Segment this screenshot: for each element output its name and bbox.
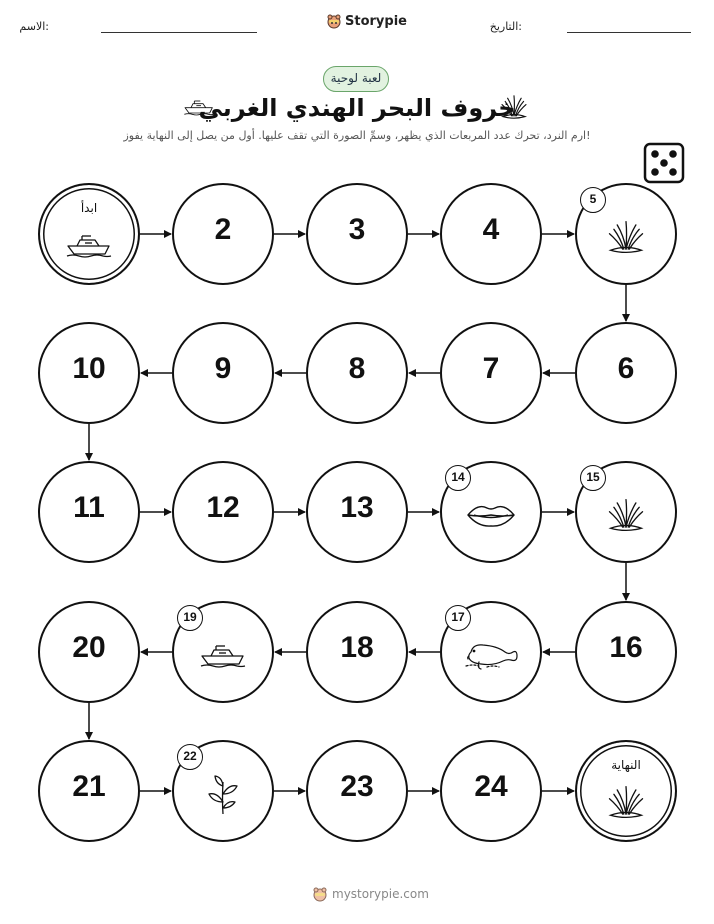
cell-number-badge: 5	[580, 187, 606, 213]
cell-number: 18	[340, 631, 374, 664]
cell-number: 2	[214, 213, 232, 246]
footer	[312, 886, 429, 902]
board-cell-16[interactable]	[575, 601, 677, 703]
cell-number: 13	[340, 491, 374, 524]
seagrass-icon	[604, 217, 648, 261]
cell-number: 12	[206, 491, 240, 524]
date-label: التاريخ:	[489, 20, 522, 33]
game-type-badge: لعبة لوحية	[323, 66, 389, 92]
board-cell-19[interactable]	[172, 601, 274, 703]
cell-number: 16	[609, 631, 643, 664]
board-cell-5[interactable]	[575, 183, 677, 285]
lips-icon	[466, 502, 516, 532]
board-cell-4[interactable]	[440, 183, 542, 285]
board-cell-9[interactable]	[172, 322, 274, 424]
cell-number: 9	[214, 352, 232, 385]
board-cell-21[interactable]	[38, 740, 140, 842]
boat-icon	[199, 642, 247, 672]
footer-url[interactable]: mystorypie.com	[332, 887, 429, 901]
page-title: خروف البحر الهندي الغربي	[198, 94, 516, 122]
cell-number-badge: 22	[177, 744, 203, 770]
board-cell-3[interactable]	[306, 183, 408, 285]
cell-number: 20	[72, 631, 106, 664]
board-cell-10[interactable]	[38, 322, 140, 424]
board-cell-22[interactable]	[172, 740, 274, 842]
cell-number-badge: 17	[445, 605, 471, 631]
storypie-mascot-icon	[312, 886, 328, 902]
board-cell-8[interactable]	[306, 322, 408, 424]
cell-number: 7	[482, 352, 500, 385]
cell-number: 6	[617, 352, 635, 385]
board-cell-18[interactable]	[306, 601, 408, 703]
finish-label: النهاية	[611, 758, 641, 772]
board-cell-14[interactable]	[440, 461, 542, 563]
board-cell-20[interactable]	[38, 601, 140, 703]
manatee-icon	[463, 638, 519, 676]
board-cell-1[interactable]	[38, 183, 140, 285]
cell-number-badge: 15	[580, 465, 606, 491]
cell-number: 8	[348, 352, 366, 385]
cell-number: 3	[348, 213, 366, 246]
board-cell-24[interactable]	[440, 740, 542, 842]
plant-icon	[203, 772, 243, 820]
board-cell-6[interactable]	[575, 322, 677, 424]
cell-number: 24	[474, 770, 508, 803]
board-cell-11[interactable]	[38, 461, 140, 563]
cell-number: 21	[72, 770, 106, 803]
cell-number-badge: 19	[177, 605, 203, 631]
board-cell-25[interactable]	[575, 740, 677, 842]
start-label: ابدأ	[80, 201, 98, 215]
brand-name: Storypie	[345, 13, 407, 29]
board-cell-23[interactable]	[306, 740, 408, 842]
seagrass-icon	[604, 495, 648, 539]
boat-icon	[65, 232, 113, 262]
board-cell-15[interactable]	[575, 461, 677, 563]
cell-number: 10	[72, 352, 106, 385]
seagrass-icon	[604, 782, 648, 826]
cell-number: 23	[340, 770, 374, 803]
board-cell-12[interactable]	[172, 461, 274, 563]
board-cell-17[interactable]	[440, 601, 542, 703]
board-cell-7[interactable]	[440, 322, 542, 424]
name-label: الاسم:	[19, 20, 49, 33]
cell-number: 4	[482, 213, 500, 246]
cell-number: 11	[73, 491, 105, 524]
board-cell-2[interactable]	[172, 183, 274, 285]
cell-number-badge: 14	[445, 465, 471, 491]
board-cell-13[interactable]	[306, 461, 408, 563]
instructions: ارم النرد، تحرك عدد المربعات الذي يظهر، وسمِّ الصورة التي تقف عليها. أول من يصل إلى النهاية يفوز!	[123, 129, 591, 142]
